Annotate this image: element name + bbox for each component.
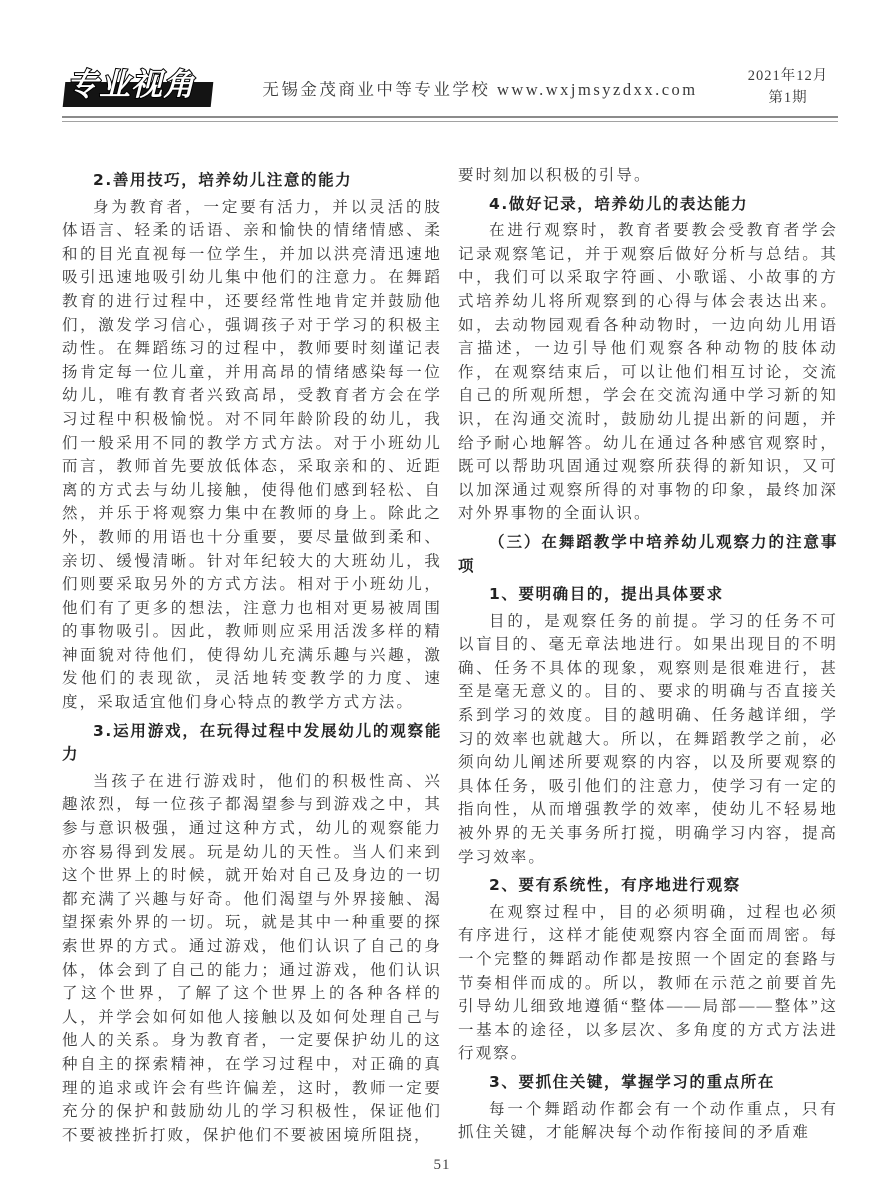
body-paragraph: 在观察过程中，目的必须明确，过程也必须有序进行，这样才能使观察内容全面而周密。每一个完整的舞蹈动作都是按照一个固定的套路与节奏相伴而成的。所以，教师在示范之前要首先引导幼儿细致地遵循“整体——局部——整体”这一基本的途径，以多层次、多角度的方式方法进行观察。: [458, 903, 838, 1063]
left-column: [62, 164, 442, 1147]
section-heading: 3.运用游戏，在玩得过程中发展幼儿的观察能力: [62, 721, 442, 764]
school-name-and-url: 无锡金茂商业中等专业学校 www.wxjmsyzdxx.com: [262, 80, 698, 99]
body-paragraph: 当孩子在进行游戏时，他们的积极性高、兴趣浓烈，每一位孩子都渴望参与到游戏之中，其参与意识极强，通过这种方式，幼儿的观察能力亦容易得到发展。玩是幼儿的天性。当人们来到这个世界上的时候，就开始对自己及身边的一切都充满了兴趣与好奇。他们渴望与外界接触、渴望探索外界的一切。玩，就是其中一种重要的探索世界的方式。通过游戏，他们认识了自己的身体，体会到了自己的能力；通过游戏，他们认识了这个世界，了解了这个世界上的各种各样的人，并学会如何如他人接触以及如何处理自己与他人的关系。身为教育者，一定要保护幼儿的这种自主的探索精神，在学习过程中，对正确的真理的追求或许会有些许偏差，这时，教师一定要充分的保护和鼓励幼儿的学习积极性，保证他们不要被挫折打败，保护他们不要被困境所阻挠，: [62, 772, 442, 1144]
journal-logo: [62, 58, 222, 110]
section-heading: 4.做好记录，培养幼儿的表达能力: [489, 194, 749, 213]
section-heading: 2.善用技巧，培养幼儿注意的能力: [93, 171, 353, 189]
body-paragraph: 目的，是观察任务的前提。学习的任务不可以盲目的、毫无章法地进行。如果出现目的不明确、任务不具体的现象，观察则是很难进行，甚至是毫无意义的。目的、要求的明确与否直接关系到学习的效度。目的越明确、任务越详细，学习的效率也就越大。所以，在舞蹈教学之前，必须向幼儿阐述所要观察的内容，以及所要观察的具体任务，吸引他们的注意力，使学习有一定的指向性，从而增强教学的效率，使幼儿不轻易地被外界的无关事务所打搅，明确学习内容，提高学习效率。: [458, 612, 838, 866]
body-paragraph: 身为教育者，一定要有活力，并以灵活的肢体语言、轻柔的话语、亲和愉快的情绪情感、柔和的目光直视每一位学生，并加以洪亮清迅速地吸引迅速地吸引幼儿集中他们的注意力。在舞蹈教育的进行过程中，还要经常性地肯定并鼓励他们，激发学习信心，强调孩子对于学习的积极主动性。在舞蹈练习的过程中，教师要时刻谨记表扬肯定每一位儿童，并用高昂的情绪感染每一位幼儿，唯有教育者兴致高昂，受教育者方会在学习过程中积极愉悦。对不同年龄阶段的幼儿，我们一般采用不同的教学方式方法。对于小班幼儿而言，教师首先要放低体态，采取亲和的、近距离的方式去与幼儿接触，使得他们感到轻松、自然，并乐于将观察力集中在教师的身上。除此之外，教师的用语也十分重要，要尽量做到柔和、亲切、缓慢清晰。针对年纪较大的大班幼儿，我们则要采取另外的方式方法。相对于小班幼儿，他们有了更多的想法，注意力也相对更易被周围的事物吸引。因此，教师则应采用活泼多样的精神面貌对待他们，使得幼儿充满乐趣与兴趣，激发他们的表现欲，灵活地转变教学的力度、速度，采取适宜他们身心特点的教学方式方法。: [62, 198, 442, 712]
page-number: 51: [433, 1157, 451, 1173]
logo-text: 专业视角: [67, 67, 195, 103]
page-header: [0, 0, 884, 112]
page-footer: [0, 1157, 884, 1174]
section-heading: 2、要有系统性，有序地进行观察: [489, 876, 741, 895]
issue-date: 2021年12月: [747, 68, 829, 84]
body-paragraph-continuation: 要时刻加以积极的引导。: [458, 167, 652, 184]
section-heading: 3、要抓住关键，掌握学习的重点所在: [489, 1072, 775, 1091]
article-body: [0, 122, 884, 1147]
body-paragraph: 每一个舞蹈动作都会有一个动作重点，只有抓住关键，才能解决每个动作衔接间的矛盾难: [458, 1100, 838, 1142]
section-heading: 1、要明确目的，提出具体要求: [489, 585, 724, 604]
body-paragraph: 在进行观察时，教育者要教会受教育者学会记录观察笔记，并于观察后做好分析与总结。其中，我们可以采取字符画、小歌谣、小故事的方式培养幼儿将所观察到的心得与体会表达出来。如，去动物园观看各种动物时，一边向幼儿用语言描述，一边引导他们观察各种动物的肢体动作，在观察结束后，可以让他们相互讨论，交流自己的所观所想，学会在交流沟通中学习新的知识，在沟通交流时，鼓励幼儿提出新的问题，并给予耐心地解答。幼儿在通过各种感官观察时，既可以帮助巩固通过观察所获得的新知识，又可以加深通过观察所得的对事物的印象，最终加深对外界事物的全面认识。: [458, 222, 838, 523]
issue-number: 第1期: [768, 90, 808, 106]
right-column: [458, 164, 838, 1147]
issue-info: [738, 59, 838, 109]
section-heading: （三）在舞蹈教学中培养幼儿观察力的注意事项: [458, 532, 838, 575]
